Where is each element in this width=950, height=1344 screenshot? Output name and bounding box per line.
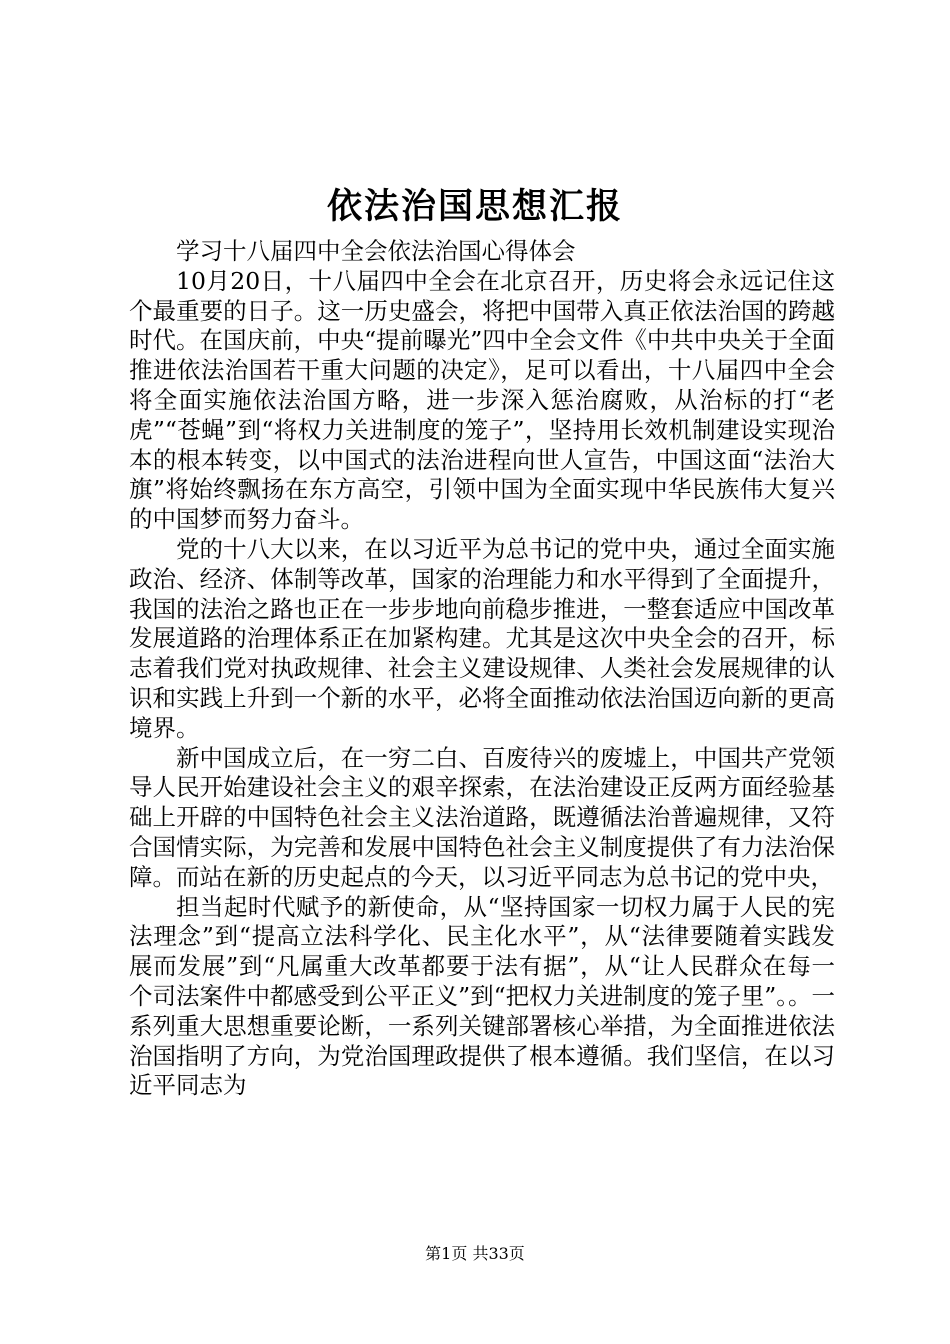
document-body bbox=[129, 237, 835, 1101]
document-title: 依法治国思想汇报 bbox=[326, 186, 623, 227]
paragraph: 担当起时代赋予的新使命，从“坚持国家一切权力属于人民的宪法理念”到“提高立法科学化、民主化水平”，从“法律要随着实践发展而发展”到“凡属重大改革都要于法有据”，从“让人民群众在每一个司法案件中都感受到公平正义”到“把权力关进制度的笼子里”。。一系列重大思想重要论断，一系列关键部署核心举措，为全面推进依法治国指明了方向，为党治国理政提供了根本遵循。我们坚信，在以习近平同志为 bbox=[129, 892, 835, 1100]
paragraph: 10月20日，十八届四中全会在北京召开，历史将会永远记住这个最重要的日子。这一历史盛会，将把中国带入真正依法治国的跨越时代。在国庆前，中央“提前曝光”四中全会文件《中共中央关于全面推进依法治国若干重大问题的决定》，足可以看出，十八届四中全会将全面实施依法治国方略，进一步深入惩治腐败，从治标的打“老虎”“苍蝇”到“将权力关进制度的笼子”，坚持用长效机制建设实现治本的根本转变，以中国式的法治进程向世人宣告，中国这面“法治大旗”将始终飘扬在东方高空，引领中国为全面实现中华民族伟大复兴的中国梦而努力奋斗。 bbox=[129, 266, 835, 534]
page-number-footer: 第1页 共33页 bbox=[425, 1244, 525, 1263]
paragraph: 党的十八大以来，在以习近平为总书记的党中央，通过全面实施政治、经济、体制等改革，国家的治理能力和水平得到了全面提升，我国的法治之路也正在一步步地向前稳步推进，一整套适应中国改革发展道路的治理体系正在加紧构建。尤其是这次中央全会的召开，标志着我们党对执政规律、社会主义建设规律、人类社会发展规律的认识和实践上升到一个新的水平，必将全面推动依法治国迈向新的更高境界。 bbox=[129, 534, 835, 742]
paragraph: 新中国成立后，在一穷二白、百废待兴的废墟上，中国共产党领导人民开始建设社会主义的艰辛探索，在法治建设正反两方面经验基础上开辟的中国特色社会主义法治道路，既遵循法治普遍规律，又符合国情实际，为完善和发展中国特色社会主义制度提供了有力法治保障。而站在新的历史起点的今天，以习近平同志为总书记的党中央， bbox=[129, 743, 835, 891]
paragraph-subtitle: 学习十八届四中全会依法治国心得体会 bbox=[176, 237, 576, 265]
